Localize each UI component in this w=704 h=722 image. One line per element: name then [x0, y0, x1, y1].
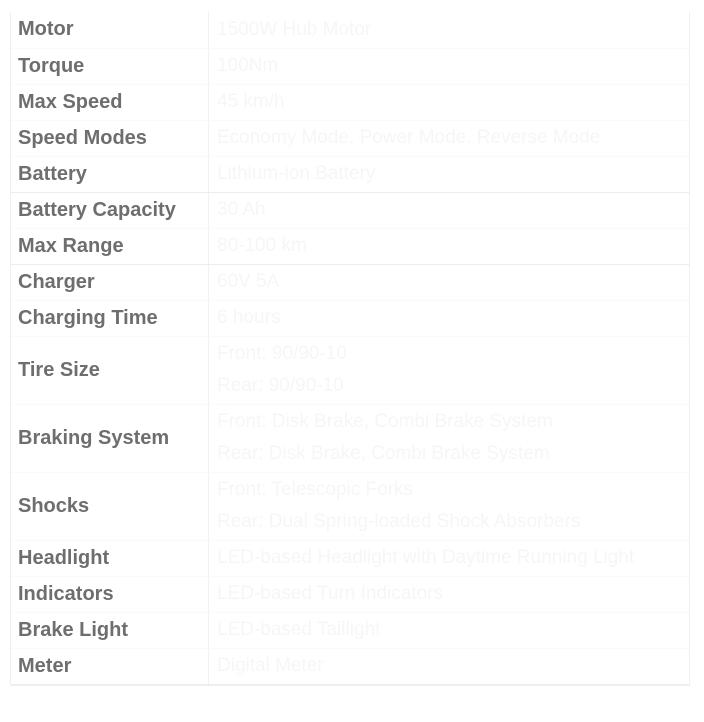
- spec-value: [209, 12, 691, 48]
- spec-value: [209, 472, 691, 540]
- spec-value: [209, 192, 691, 228]
- spec-label: Braking System: [10, 404, 209, 472]
- spec-value-line: 30 Ah: [217, 199, 266, 220]
- spec-label: Torque: [10, 48, 209, 84]
- spec-row-battery: [10, 156, 690, 192]
- spec-value-line: Front: Telescopic Forks: [217, 479, 414, 500]
- spec-value-line: LED-based Turn Indicators: [217, 583, 444, 604]
- spec-value-line: 60V 5A: [217, 271, 280, 292]
- spec-value: [209, 336, 691, 404]
- spec-row-tire-size: [10, 336, 690, 404]
- spec-label: Charging Time: [10, 300, 209, 336]
- spec-value: [209, 576, 691, 612]
- spec-label: Battery Capacity: [10, 192, 209, 228]
- spec-value-line: 100Nm: [217, 55, 279, 76]
- spec-value-line: Front: 90/90-10: [217, 343, 347, 364]
- spec-label: Motor: [10, 12, 209, 48]
- spec-label: Brake Light: [10, 612, 209, 648]
- spec-label: Shocks: [10, 472, 209, 540]
- spec-value-line: LED-based Headlight with Daytime Running Light: [217, 547, 635, 568]
- spec-value-line: 45 km/h: [217, 91, 285, 112]
- spec-label: Tire Size: [10, 336, 209, 404]
- spec-row-headlight: [10, 540, 690, 576]
- spec-label: Charger: [10, 264, 209, 300]
- spec-row-max-speed: [10, 84, 690, 120]
- spec-row-motor: [10, 12, 690, 48]
- spec-value: [209, 120, 691, 156]
- specifications-table: [10, 12, 690, 685]
- spec-value: [209, 648, 691, 684]
- spec-value-line: Rear: Disk Brake, Combi Brake System: [217, 443, 550, 464]
- spec-label: Meter: [10, 648, 209, 684]
- spec-row-max-range: [10, 228, 690, 264]
- spec-value: [209, 300, 691, 336]
- spec-value-line: Economy Mode, Power Mode, Reverse Mode: [217, 127, 601, 148]
- spec-value: [209, 612, 691, 648]
- spec-row-meter: [10, 648, 690, 684]
- spec-row-braking-system: [10, 404, 690, 472]
- spec-value-line: LED-based Taillight: [217, 619, 381, 640]
- spec-value: [209, 156, 691, 192]
- spec-value: [209, 48, 691, 84]
- spec-value-line: 80-100 km: [217, 235, 307, 256]
- spec-label: Headlight: [10, 540, 209, 576]
- spec-row-charging-time: [10, 300, 690, 336]
- spec-value: [209, 540, 691, 576]
- spec-row-brake-light: [10, 612, 690, 648]
- spec-row-battery-capacity: [10, 192, 690, 228]
- spec-value-line: Front: Disk Brake, Combi Brake System: [217, 411, 553, 432]
- spec-value-line: Rear: 90/90-10: [217, 375, 344, 396]
- spec-row-speed-modes: [10, 120, 690, 156]
- spec-label: Speed Modes: [10, 120, 209, 156]
- spec-value-line: 1500W Hub Motor: [217, 18, 372, 40]
- spec-row-torque: [10, 48, 690, 84]
- spec-value: [209, 84, 691, 120]
- spec-value: [209, 264, 691, 300]
- spec-label: Indicators: [10, 576, 209, 612]
- spec-value: [209, 404, 691, 472]
- spec-label: Max Range: [10, 228, 209, 264]
- spec-row-shocks: [10, 472, 690, 540]
- spec-row-charger: [10, 264, 690, 300]
- spec-value-line: Digital Meter: [217, 655, 324, 676]
- spec-label: Battery: [10, 156, 209, 192]
- spec-value-line: Lithium-ion Battery: [217, 163, 376, 184]
- spec-value-line: 6 hours: [217, 307, 281, 328]
- spec-row-indicators: [10, 576, 690, 612]
- spec-label: Max Speed: [10, 84, 209, 120]
- spec-value: [209, 228, 691, 264]
- spec-value-line: Rear: Dual Spring-loaded Shock Absorbers: [217, 511, 581, 532]
